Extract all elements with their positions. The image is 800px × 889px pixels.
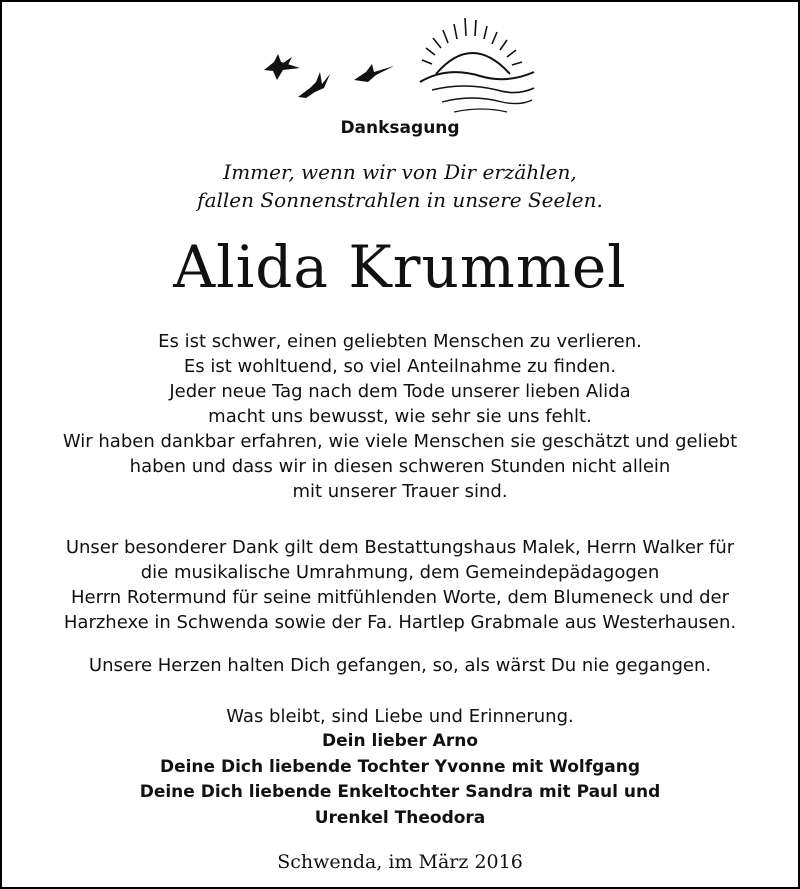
special-thanks-paragraph: Unser besonderer Dank gilt dem Bestattungshaus Malek, Herrn Walker für die musikalische Umrahmung, dem Gemeindepädagogen Herrn Rotermund für seine mitfühlenden Worte, dem Blumeneck und der Harzhexe in Schwenda sowie der Fa. Hartlep Grabmale aus Westerhausen. [63, 537, 737, 633]
signature-line: Dein lieber Arno [322, 731, 478, 751]
thanks-paragraph: Es ist schwer, einen geliebten Menschen zu verlieren. Es ist wohltuend, so viel Anteilnahme zu finden. Jeder neue Tag nach dem Tode unserer lieben Alida macht uns bewusst, wie sehr sie uns fehlt. Wir haben dankbar erfahren, wie viele Menschen sie geschätzt und geliebt haben und dass wir in diesen schweren Stunden nicht allein mit unserer Trauer sind. [62, 331, 738, 502]
signature-line: Urenkel Theodora [314, 807, 486, 828]
deceased-name: Alida Krummel [173, 233, 627, 301]
closing-line: Was bleibt, sind Liebe und Erinnerung. [226, 706, 574, 727]
notice-heading: Danksagung [340, 118, 460, 138]
quote-line: fallen Sonnenstrahlen in unsere Seelen. [197, 188, 603, 212]
place-date: Schwenda, im März 2016 [277, 851, 523, 873]
quote-line: Immer, wenn wir von Dir erzählen, [223, 160, 577, 184]
header-illustration [2, 2, 798, 122]
sun-icon [420, 18, 534, 112]
signature-line: Deine Dich liebende Enkeltochter Sandra mit Paul und [139, 782, 661, 802]
quote [2, 158, 798, 214]
signature-line: Deine Dich liebende Tochter Yvonne mit Wolfgang [159, 756, 641, 777]
birds-icon [264, 54, 394, 98]
signatures [2, 729, 798, 831]
remembrance-line: Unsere Herzen halten Dich gefangen, so, als wärst Du nie gegangen. [88, 655, 712, 676]
